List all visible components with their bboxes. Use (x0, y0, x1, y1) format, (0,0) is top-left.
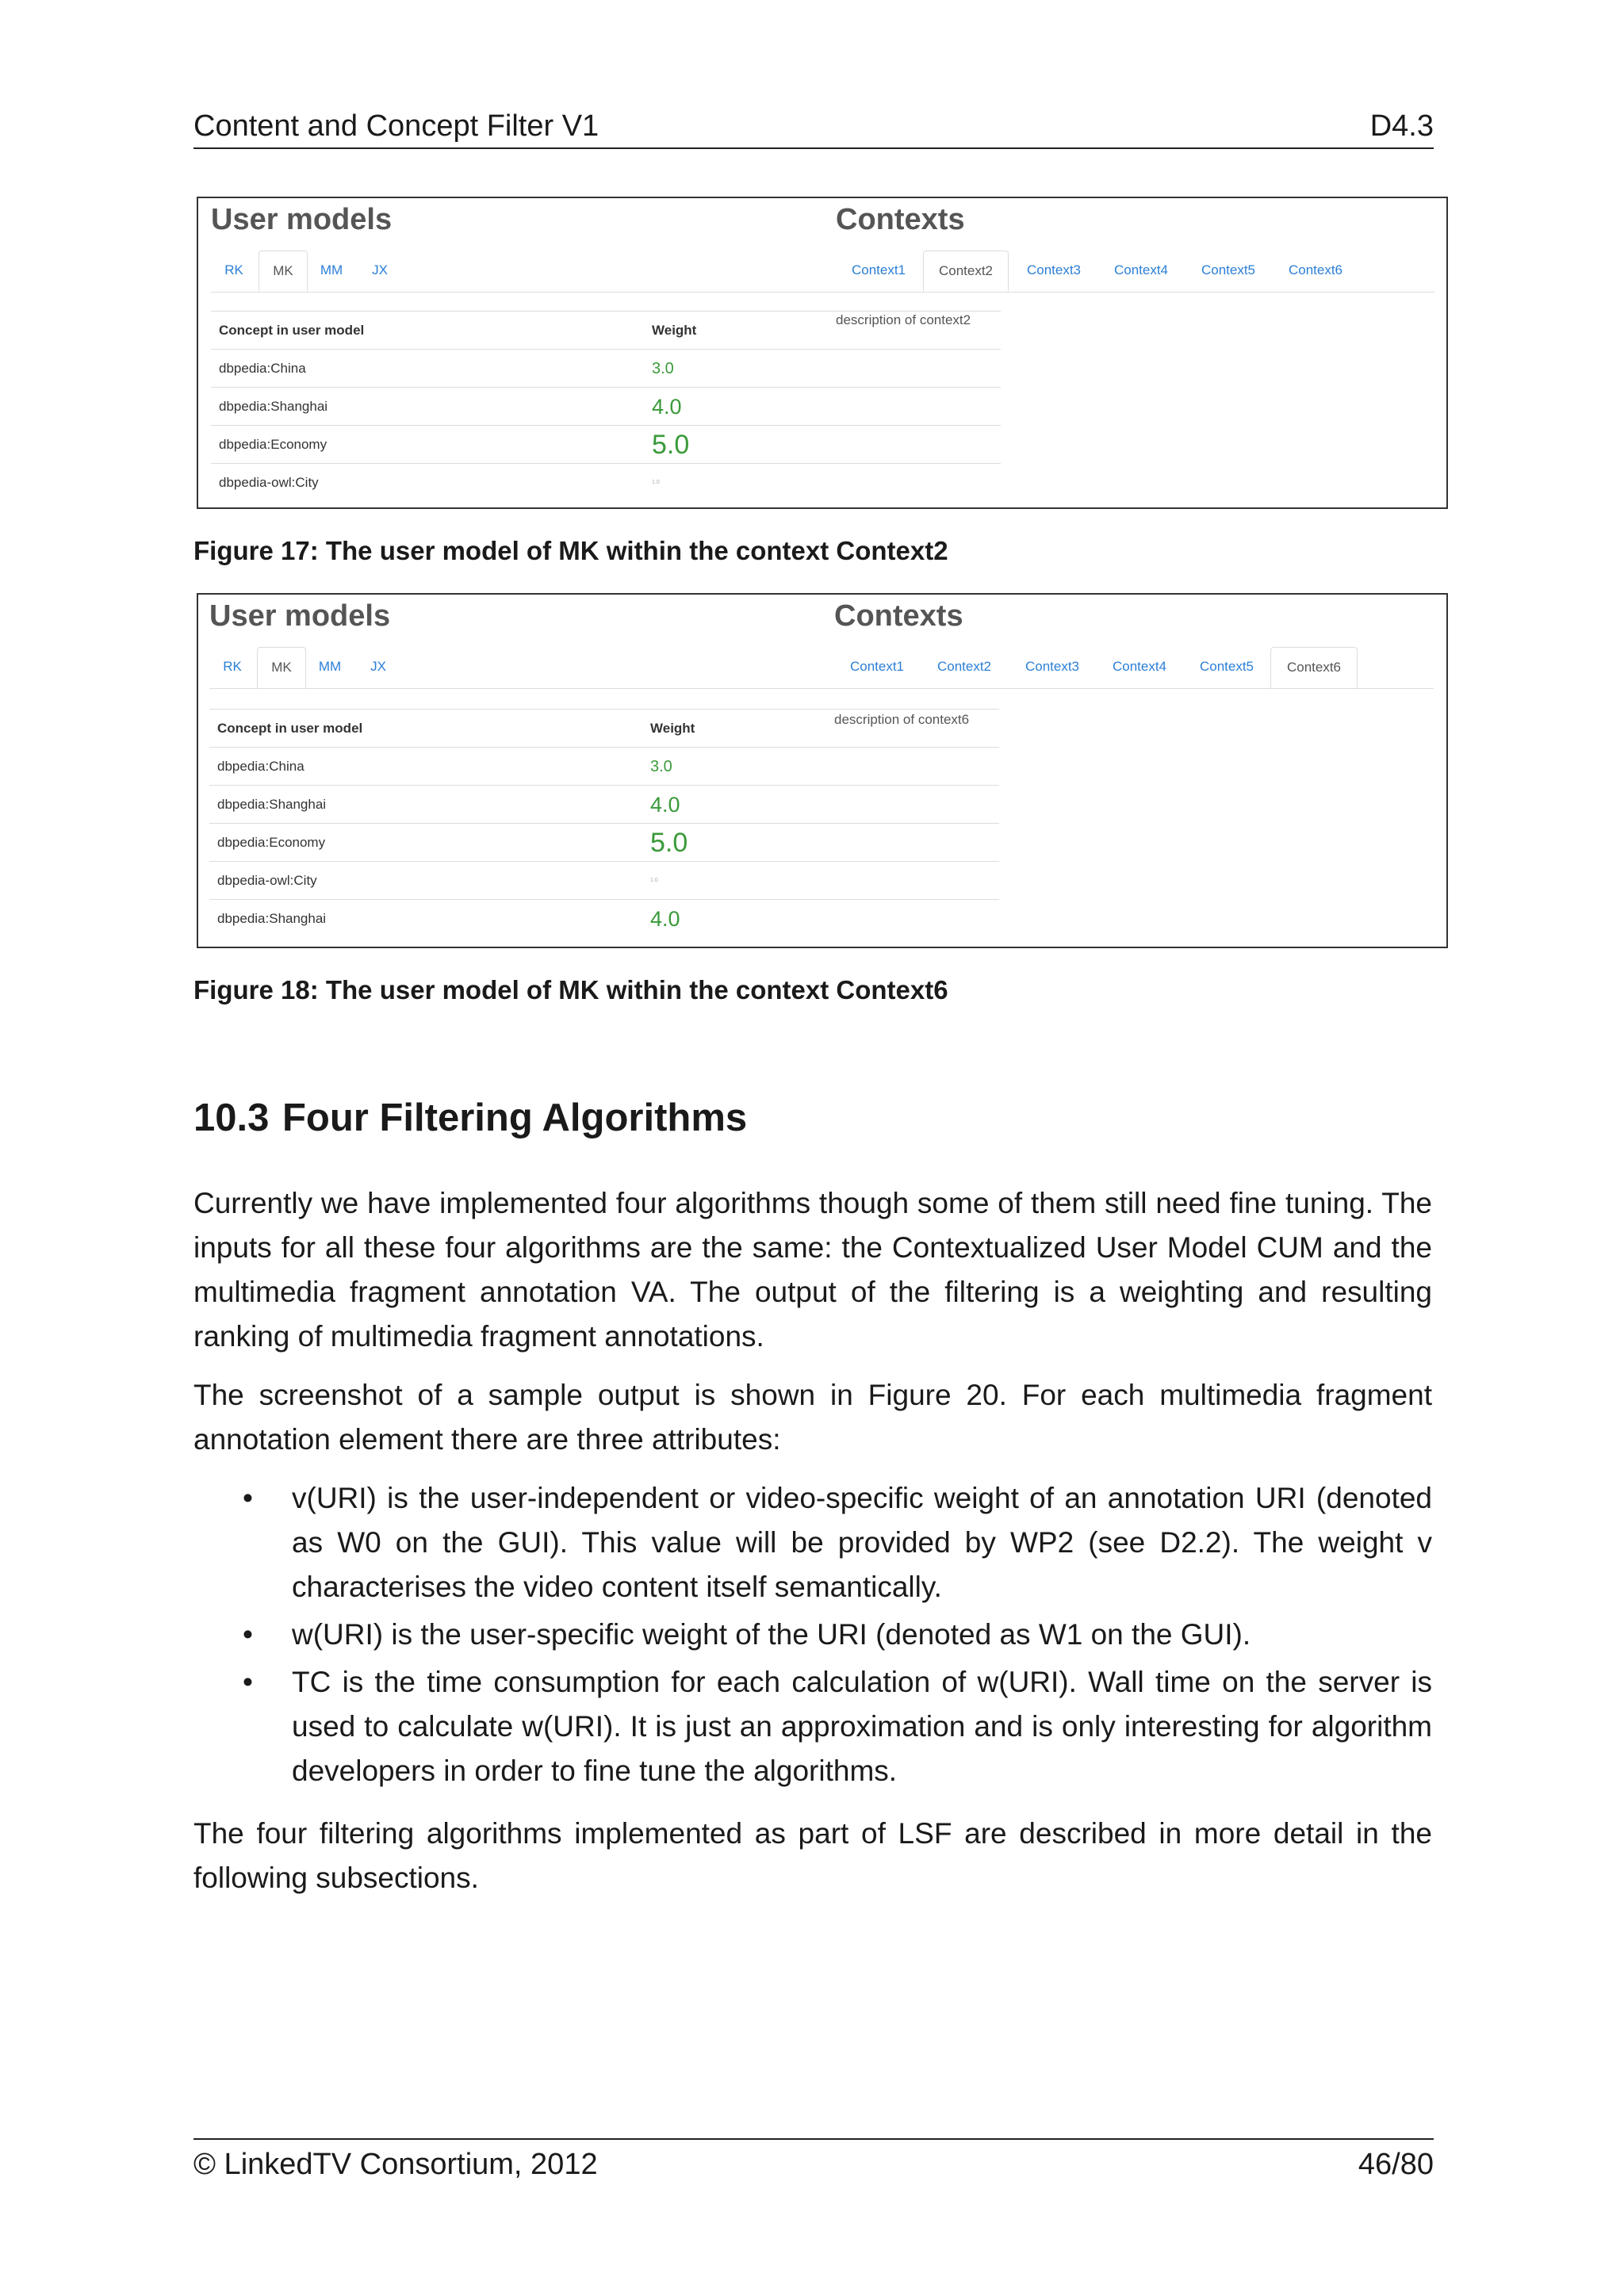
user-model-table (211, 311, 1001, 501)
weight-header: Weight (650, 721, 695, 736)
header-doc-title: Content and Concept Filter V1 (193, 109, 599, 143)
list-item-text: TC is the time consumption for each calculation of w(URI). Wall time on the server is used to calculate w(URI). It is just an approximation and is only interesting for algorithm developers in order to fine tune the algorithms. (292, 1666, 1432, 1787)
list-item (193, 1660, 1432, 1793)
user-model-table (209, 709, 999, 939)
concept-cell: dbpedia:Shanghai (217, 911, 327, 926)
bullet-icon: • (243, 1618, 253, 1651)
table-row (209, 861, 999, 900)
context-tab[interactable]: Context6 (1288, 262, 1343, 277)
user-tab[interactable]: JX (370, 659, 386, 674)
figure-18-screenshot (197, 593, 1448, 948)
page-header (193, 109, 1434, 149)
table-row (209, 823, 999, 862)
weight-cell: 5.0 (652, 430, 690, 460)
user-models-title: User models (211, 203, 393, 236)
concept-cell: dbpedia-owl:City (217, 873, 317, 888)
context-tab[interactable]: Context1 (851, 262, 906, 277)
weight-cell: 5.0 (650, 828, 688, 858)
bullet-icon: • (243, 1482, 253, 1514)
context-tab[interactable]: Context5 (1199, 659, 1254, 674)
paragraph: The screenshot of a sample output is shown in Figure 20. For each multimedia fragment annotation element there are three attributes: (193, 1379, 1432, 1456)
bullet-icon: • (243, 1666, 253, 1698)
header-doc-id: D4.3 (1369, 109, 1434, 143)
paragraph: Currently we have implemented four algorithms though some of them still need fine tuning. The inputs for all these four algorithms are the same: the Contextualized User Model CUM and the multimedia fragment annotation VA. The output of the filtering is a weighting and resulting ranking of multimedia fragment annotations. (193, 1187, 1432, 1353)
footer-copyright: © LinkedTV Consortium, 2012 (193, 2148, 598, 2181)
user-tab[interactable]: MM (318, 659, 342, 674)
list-item-text: w(URI) is the user-specific weight of the URI (denoted as W1 on the GUI). (292, 1618, 1251, 1651)
table-row (211, 463, 1001, 502)
context-tab[interactable]: Context4 (1112, 659, 1167, 674)
context-tab[interactable]: Context5 (1201, 262, 1256, 277)
section-title: Four Filtering Algorithms (282, 1096, 748, 1139)
contexts-title: Contexts (836, 203, 965, 236)
list-item (193, 1476, 1432, 1609)
user-tab[interactable]: MM (320, 262, 343, 277)
weight-cell: 1.0 (652, 480, 660, 485)
section-heading (193, 1096, 747, 1140)
context-tab[interactable]: Context1 (849, 659, 905, 674)
context-tab[interactable]: Context4 (1113, 262, 1169, 277)
weight-header: Weight (652, 323, 697, 338)
concept-cell: dbpedia:Economy (217, 835, 326, 850)
context-tab[interactable]: Context2 (936, 659, 992, 674)
context-description: description of context2 (836, 312, 971, 327)
user-tab[interactable]: RK (224, 262, 243, 277)
table-row (211, 425, 1001, 464)
table-row (209, 785, 999, 824)
concept-cell: dbpedia:Shanghai (217, 797, 327, 812)
list-item (193, 1613, 1432, 1657)
list-item-text: v(URI) is the user-independent or video-specific weight of an annotation URI (denoted as W0 on the GUI). This value will be provided by WP2 (see D2.2). The weight v characterises the video content itself semantically. (292, 1482, 1432, 1603)
context-tab[interactable]: Context3 (1026, 262, 1082, 277)
weight-cell: 3.0 (652, 360, 674, 377)
context-description: description of context6 (834, 712, 970, 727)
figure-17-screenshot (197, 197, 1448, 509)
contexts-title: Contexts (834, 599, 963, 633)
section-number: 10.3 (193, 1096, 270, 1139)
table-row (211, 349, 1001, 388)
user-tab[interactable]: RK (223, 659, 242, 674)
context-tab[interactable]: Context3 (1025, 659, 1080, 674)
user-tab[interactable]: MK (257, 647, 306, 688)
context-tab[interactable]: Context6 (1270, 647, 1358, 688)
figure-17-caption: Figure 17: The user model of MK within the context Context2 (193, 536, 948, 565)
concept-cell: dbpedia:Shanghai (219, 399, 328, 414)
table-row (211, 387, 1001, 426)
user-tab[interactable]: MK (259, 251, 308, 292)
table-row (209, 899, 999, 938)
weight-cell: 4.0 (652, 395, 682, 419)
page-footer (193, 2138, 1434, 2186)
user-tab[interactable]: JX (372, 262, 388, 277)
weight-cell: 1.0 (650, 878, 658, 883)
page-number: 46/80 (1358, 2148, 1434, 2181)
context-tab[interactable]: Context2 (923, 251, 1009, 292)
weight-cell: 3.0 (650, 758, 672, 775)
concept-cell: dbpedia-owl:City (219, 475, 319, 490)
weight-cell: 4.0 (650, 793, 680, 817)
context-tabs (836, 251, 1435, 293)
attribute-list (193, 1476, 1432, 1797)
table-row (209, 747, 999, 786)
user-models-title: User models (209, 599, 391, 633)
weight-cell: 4.0 (650, 907, 680, 931)
concept-cell: dbpedia:China (219, 361, 306, 376)
concept-cell: dbpedia:Economy (219, 437, 327, 452)
context-tabs (834, 647, 1434, 689)
closing-paragraph: The four filtering algorithms implemented as part of LSF are described in more detail in the following subsections. (193, 1817, 1432, 1894)
concept-header: Concept in user model (217, 721, 363, 736)
concept-cell: dbpedia:China (217, 759, 304, 774)
figure-18-caption: Figure 18: The user model of MK within the context Context6 (193, 975, 948, 1004)
concept-header: Concept in user model (219, 323, 365, 338)
